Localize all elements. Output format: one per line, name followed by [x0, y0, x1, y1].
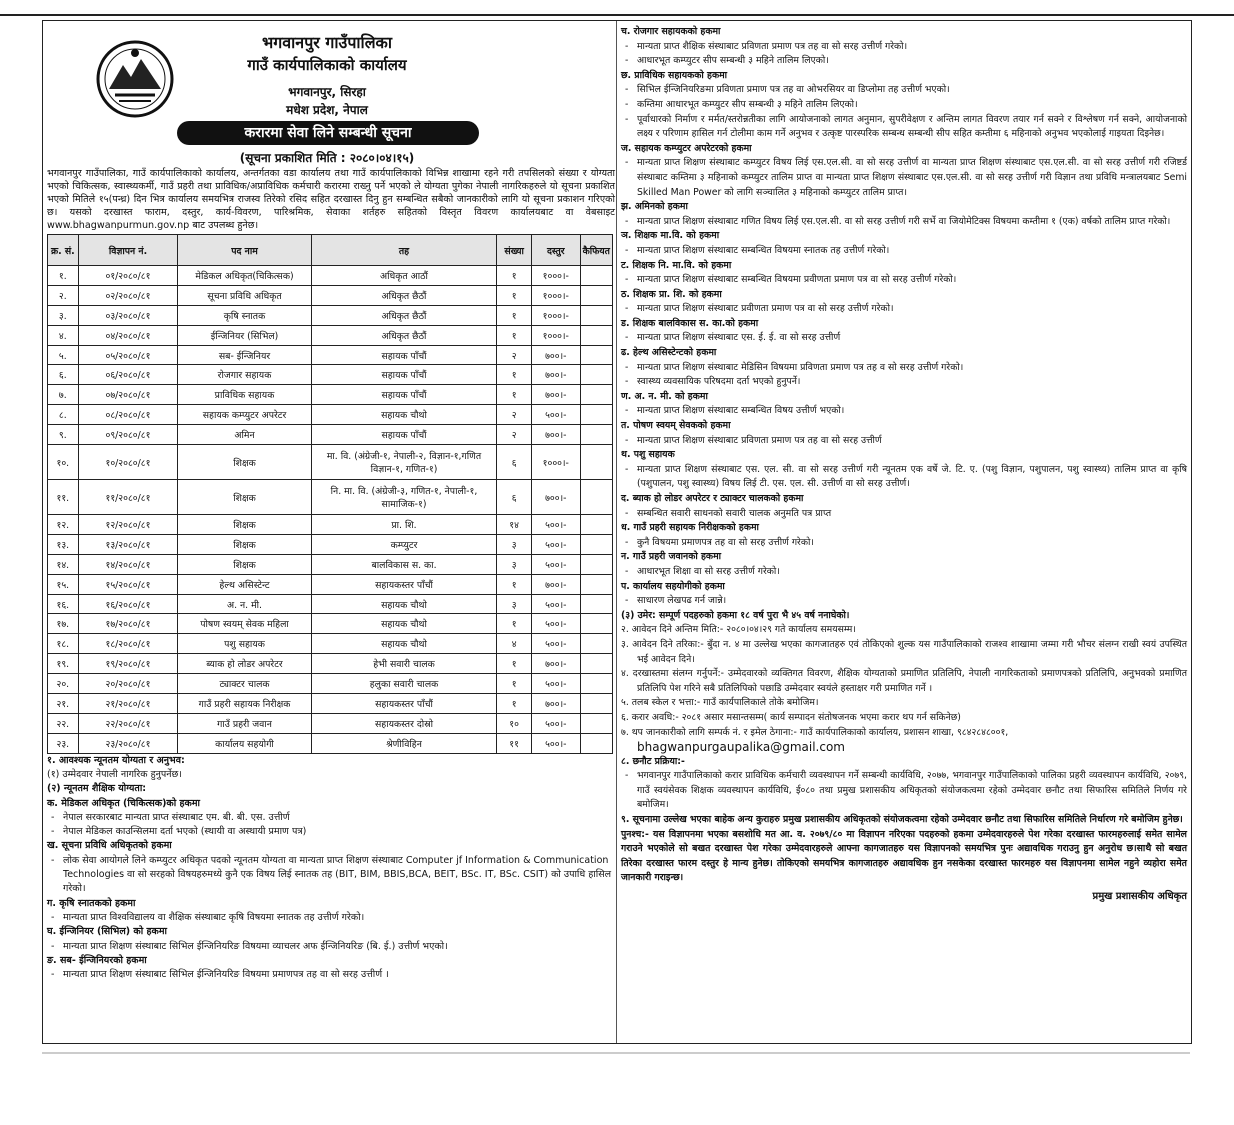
table-cell — [580, 425, 612, 445]
bullet-item: - पूर्वाधारको निर्माण र मर्मत/स्तरोन्नतीका लागि आयोजनाको लागत अनुमान, सुपरीवेक्षण र अन्तिम लागत विवरण तयार गर्न सक्ने र विश्लेषण गर्न सक्ने, आयोजनाको लक्ष्य र परिणाम हासिल गर्न टोलीमा काम गर्ने अनुभव र उत्कृष्ट पारस्परिक सम्बन्ध सम्बन्धी सीप सहित कम्तीमा ६ महिनाको अनुभव भएकोलाई गाइयता दिइनेछ। — [621, 113, 1187, 142]
table-cell — [580, 594, 612, 614]
table-cell: ०३/२०८०/८१ — [78, 305, 178, 325]
table-cell: हेभी सवारी चालक — [311, 654, 497, 674]
table-cell: २०. — [48, 674, 79, 694]
section-heading: ण. अ. न. मी. को हकमा — [621, 390, 708, 402]
table-cell: २१/२०८०/८१ — [78, 694, 178, 714]
section-heading: ड. शिक्षक बालविकास स. का.को हकमा — [621, 317, 759, 329]
contact-clause: ७. थप जानकारीको लागि सम्पर्क नं. र इमेल ठेगाना:- गाउँ कार्यपालिकाको कार्यालय, प्रशासन शाखा, ९८४२८४८००१, — [621, 726, 1009, 738]
table-row — [48, 325, 613, 345]
table-cell: १ — [497, 614, 532, 634]
table-row — [48, 285, 613, 305]
bullet-item: - मान्यता प्राप्त शिक्षण संस्थाबाट मेडिसिन विषयमा प्रविणता प्रमाण पत्र तह व सो सरह उत्तीर्ण गरेको। — [621, 361, 1187, 376]
table-row — [48, 405, 613, 425]
table-cell: १८. — [48, 634, 79, 654]
notice-title: करारमा सेवा लिने सम्बन्धी सूचना — [177, 121, 479, 145]
table-cell: ६. — [48, 365, 79, 385]
table-cell: ०७/२०८०/८१ — [78, 385, 178, 405]
table-cell: २२/२०८०/८१ — [78, 713, 178, 733]
table-cell: ७००।- — [532, 365, 581, 385]
table-cell: २३. — [48, 733, 79, 753]
table-cell: १०/२०८०/८१ — [78, 445, 178, 480]
table-cell — [580, 574, 612, 594]
section-heading: ङ. सब- ईन्जिनियरको हकमा — [47, 954, 147, 966]
table-cell: सहायक कम्प्युटर अपरेटर — [178, 405, 311, 425]
table-cell: हलुका सवारी चालक — [311, 674, 497, 694]
bullet-item: - सम्बन्धित सवारी साधनको सवारी चालक अनुमति पत्र प्राप्त — [621, 507, 1187, 522]
table-cell: ०५/२०८०/८१ — [78, 345, 178, 365]
table-cell: अधिकृत छैठौं — [311, 285, 497, 305]
bullet-item: - मान्यता प्राप्त शिक्षण संस्थाबाट कम्प्युटर विषय लिई एस.एल.सी. वा सो सरह उत्तीर्ण वा मान्यता प्राप्त शिक्षण संस्थाबाट एस.एल.सी. वा सो सरह उत्तीर्ण गरी रजिष्टर्ड संस्थाबाट कम्तिमा ३ महिनाको कम्प्युटर तालिम प्राप्त वा मान्यता प्राप्त शिक्षण संस्थाबाट एस.एल.सी. वा सो सरह उत्तीर्ण गरी विज्ञान तथा प्रविधि मन्त्रालयबाट Semi Skilled Man Power को लागि सञ्चालित ३ महिनाको कम्प्युटर तालिम प्राप्त। — [621, 156, 1187, 200]
table-cell: सहायक पाँचौं — [311, 385, 497, 405]
table-row — [48, 594, 613, 614]
table-cell: ५००।- — [532, 554, 581, 574]
table-cell: ३ — [497, 534, 532, 554]
contract-clause: ६. करार अवधि:- २०८१ असार मसान्तसम्म( कार्य सम्पादन संतोषजनक भएमा करार थप गर्न सकिनेछ) — [621, 711, 961, 723]
table-cell: १६/२०८०/८१ — [78, 594, 178, 614]
table-cell: १३/२०८०/८१ — [78, 534, 178, 554]
left-requirements — [47, 754, 615, 983]
bullet-item: - कुनै विषयमा प्रमाणपत्र तह वा सो सरह उत्तीर्ण गरेको। — [621, 536, 1187, 551]
table-cell: शिक्षक — [178, 554, 311, 574]
table-cell: अधिकृत आठौं — [311, 266, 497, 286]
table-cell: शिक्षक — [178, 480, 311, 515]
table-cell: अ. न. मी. — [178, 594, 311, 614]
table-cell: ७००।- — [532, 654, 581, 674]
table-cell: २ — [497, 345, 532, 365]
table-cell: प्राविधिक सहायक — [178, 385, 311, 405]
bullet-item: - मान्यता प्राप्त शिक्षण संस्थाबाट सम्बन्धित विषयमा प्रवीणता प्रमाण पत्र वा सो सरह उत्तीर्ण गरेको। — [621, 273, 1187, 288]
table-cell: २. — [48, 285, 79, 305]
col-header: दस्तुर — [532, 235, 581, 266]
place-name: भगवानपुर, सिरहा — [288, 85, 366, 99]
table-row — [48, 305, 613, 325]
right-column — [621, 25, 1187, 905]
table-cell: कृषि स्नातक — [178, 305, 311, 325]
table-cell — [580, 713, 612, 733]
bullet-item: - नेपाल मेडिकल काउन्सिलमा दर्ता भएको (स्थायी वा अस्थायी प्रमाण पत्र) — [47, 825, 615, 839]
section-heading: ज. सहायक कम्प्युटर अपरेटरको हकमा — [621, 142, 752, 154]
table-cell: ७००।- — [532, 480, 581, 515]
table-cell: १४. — [48, 554, 79, 574]
top-clipped-strip — [0, 0, 1234, 16]
table-cell: हेल्थ असिस्टेन्ट — [178, 574, 311, 594]
table-cell: शिक्षक — [178, 515, 311, 535]
province-name: मधेश प्रदेश, नेपाल — [286, 103, 368, 117]
table-cell: ३ — [497, 554, 532, 574]
table-cell: अमिन — [178, 425, 311, 445]
requirement-line: (१) उम्मेदवार नेपाली नागरिक हुनुपर्नेछ। — [47, 769, 182, 780]
table-cell: सहायक चौथो — [311, 634, 497, 654]
table-cell — [580, 445, 612, 480]
bullet-item: - मान्यता प्राप्त शिक्षण संस्थाबाट गणित विषय लिई एस.एल.सी. वा सो सरह उत्तीर्ण गरी सर्भे वा जियोमेटिक्स विषयमा कम्तीमा १ (एक) वर्षको तालिम प्राप्त गरेको। — [621, 215, 1187, 230]
table-cell: सब- ईन्जिनियर — [178, 345, 311, 365]
table-cell: ६ — [497, 445, 532, 480]
section-heading: झ. अमिनको हकमा — [621, 201, 688, 213]
table-cell: श्रेणीविहिन — [311, 733, 497, 753]
table-row — [48, 733, 613, 753]
table-cell: १ — [497, 694, 532, 714]
table-cell — [580, 694, 612, 714]
bullet-item: - मान्यता प्राप्त शैक्षिक संस्थाबाट प्रविणता प्रमाण पत्र तह वा सो सरह उत्तीर्ण गरेको। — [621, 40, 1187, 55]
section-heading: द. ब्याक हो लोडर अपरेटर र ट्याक्टर चालकको हकमा — [621, 493, 804, 504]
bullet-item: - कम्तिमा आधारभूत कम्प्युटर सीप सम्बन्धी ३ महिने तालिम लिएको। — [621, 98, 1187, 113]
bullet-item: - आधारभूत कम्प्युटर सीप सम्बन्धी ३ महिने तालिम लिएको। — [621, 54, 1187, 69]
table-cell: ७००।- — [532, 385, 581, 405]
table-row — [48, 345, 613, 365]
table-cell: १२/२०८०/८१ — [78, 515, 178, 535]
table-cell — [580, 266, 612, 286]
col-header: पद नाम — [178, 235, 311, 266]
table-cell: ५००।- — [532, 674, 581, 694]
vacancy-table — [47, 234, 613, 754]
table-cell: २०/२०८०/८१ — [78, 674, 178, 694]
org-name: भगवानपुर गाउँपालिका — [262, 33, 392, 52]
table-cell: १९. — [48, 654, 79, 674]
table-row — [48, 266, 613, 286]
table-cell: ५००।- — [532, 594, 581, 614]
section-heading: छ. प्राविधिक सहायकको हकमा — [621, 69, 728, 81]
table-cell: ५. — [48, 345, 79, 365]
table-cell: सहायकस्तर पाँचौं — [311, 694, 497, 714]
table-cell: ३. — [48, 305, 79, 325]
table-cell: १ — [497, 305, 532, 325]
section-heading: (२) न्यूनतम शैक्षिक योग्यता: — [47, 783, 147, 795]
table-cell: मेडिकल अधिकृत(चिकित्सक) — [178, 266, 311, 286]
table-cell: ८. — [48, 405, 79, 425]
bullet-item: - भगवानपुर गाउँपालिकाको करार प्राविधिक कर्मचारी व्यवस्थापन गर्ने सम्बन्धी कार्यविधि, २०७७, भगवानपुर गाउँपालिकाको पालिका प्रहरी व्यवस्थापन कार्यविधि, २०७९, गाउँ स्वयंसेवक शिक्षक व्यवस्थापन कार्यविधि, ई०८० तथा प्रमुख प्रशासकीय अधिकृतको संयोजकत्वमा रहेको उम्मेदवार छनौट तथा सिफारिस समितिले निर्णय गरे बमोजिम। — [621, 769, 1187, 813]
col-header: क्र. सं. — [48, 235, 79, 266]
table-cell: ५००।- — [532, 634, 581, 654]
intro-paragraph: भगवानपुर गाउँपालिका, गाउँ कार्यपालिकाको कार्यालय, अन्तर्गतका वडा कार्यालय तथा गाउँ कार्यपालिकाको विभिन्न शाखामा रहने गरी तपसिलको संख्या र योग्यता भएको चिकित्सक, स्वास्थ्यकर्मी, गाउँ प्रहरी तथा प्राविधिक/अप्राविधिक कर्मचारी करारमा राख्नु पर्ने भएको ले योग्यता पुगेका नेपाली नागरिकहरुले यो सूचना प्रकाशित भएको मितिले १५(पन्ध्र) दिन भित्र कार्यालय समयभित्र राजस्व तिरेको रसिद सहित दरखास्त दिनु हुन सम्बन्धित सबैको जानकारीको लागि यो सूचना प्रकाशन गरिएको छ। यसको दरखास्त फाराम, दस्तुर, कार्य-विवरण, पारिश्रमिक, सेवाका शर्तहरु सहितको विस्तृत विवरण कार्यालयबाट वा वेबसाइट www.bhagwanpurmun.gov.np बाट उपलब्ध हुनेछ। — [47, 168, 615, 231]
table-cell: १ — [497, 674, 532, 694]
table-cell: ५००।- — [532, 733, 581, 753]
bullet-item: - साधारण लेखपढ गर्न जान्ने। — [621, 594, 1187, 609]
table-cell: नि. मा. वि. (अंग्रेजी-३, गणित-१, नेपाली-१, सामाजिक-१) — [311, 480, 497, 515]
table-cell: शिक्षक — [178, 534, 311, 554]
section-heading: ध. गाउँ प्रहरी सहायक निरीक्षकको हकमा — [621, 522, 759, 534]
table-cell: १ — [497, 285, 532, 305]
table-cell: ३ — [497, 594, 532, 614]
left-column — [47, 25, 615, 982]
section-heading: च. रोजगार सहायकको हकमा — [621, 26, 721, 37]
table-cell: अधिकृत छैठौं — [311, 305, 497, 325]
table-cell: १ — [497, 365, 532, 385]
table-cell: १५. — [48, 574, 79, 594]
table-cell: ५००।- — [532, 713, 581, 733]
col-header: कैफियत — [580, 235, 612, 266]
bullet-item: - मान्यता प्राप्त शिक्षण संस्थाबाट प्रवीणता प्रमाण पत्र वा सो सरह उत्तीर्ण गरेको। — [621, 302, 1187, 317]
table-cell: ५००।- — [532, 515, 581, 535]
table-cell: १५/२०८०/८१ — [78, 574, 178, 594]
table-cell: १०००।- — [532, 285, 581, 305]
table-cell — [580, 385, 612, 405]
table-cell: मा. वि. (अंग्रेजी-१, नेपाली-२, विज्ञान-१,गणित विज्ञान-१, गणित-१) — [311, 445, 497, 480]
other-clause: ९. सूचनामा उल्लेख भएका बाहेक अन्य कुराहरु प्रमुख प्रशासकीय अधिकृतको संयोजकत्वमा रहेको उम्मेदवार छनौट तथा सिफारिस समितिले निर्धारण गरे बमोजिम हुनेछ। — [621, 814, 1183, 826]
table-cell: १४/२०८०/८१ — [78, 554, 178, 574]
bullet-item: - मान्यता प्राप्त शिक्षण संस्थाबाट एस. ई. ई. वा सो सरह उत्तीर्ण — [621, 331, 1187, 346]
bullet-item: - मान्यता प्राप्त शिक्षण संस्थाबाट सिभिल ईन्जिनियरिङ विषयमा व्याचलर अफ ईन्जिनियरिङ (बि. ई.) उत्तीर्ण भएको। — [47, 940, 615, 954]
table-cell: १८/२०८०/८१ — [78, 634, 178, 654]
table-row — [48, 614, 613, 634]
table-cell: ७००।- — [532, 694, 581, 714]
section-heading: ख. सूचना प्रविधि अधिकृतको हकमा — [47, 840, 172, 852]
table-cell: १. — [48, 266, 79, 286]
section-heading: घ. ईन्जिनियर (सिभिल) को हकमा — [47, 926, 167, 938]
table-cell: १ — [497, 325, 532, 345]
table-cell: ५००।- — [532, 534, 581, 554]
table-cell — [580, 614, 612, 634]
table-cell: पशु सहायक — [178, 634, 311, 654]
table-cell: बालविकास स. का. — [311, 554, 497, 574]
table-cell: सूचना प्रविधि अधिकृत — [178, 285, 311, 305]
table-cell: रोजगार सहायक — [178, 365, 311, 385]
table-cell: १४ — [497, 515, 532, 535]
table-cell: २३/२०८०/८१ — [78, 733, 178, 753]
table-cell: गाउँ प्रहरी सहायक निरीक्षक — [178, 694, 311, 714]
office-name: गाउँ कार्यपालिकाको कार्यालय — [247, 56, 407, 74]
method-clause: ३. आवेदन दिने तरिका:- बुँदा न. ४ मा उल्लेख भएका कागजातहरु एवं तोकिएको शुल्क यस गाउँपालिकाको राजश्व शाखामा जम्मा गरी भौचर संलग्न राखी स्वयं उपस्थित भई आवेदन दिने। — [621, 638, 1187, 665]
table-cell — [580, 405, 612, 425]
table-cell — [580, 365, 612, 385]
table-cell: गाउँ प्रहरी जवान — [178, 713, 311, 733]
table-cell: ०८/२०८०/८१ — [78, 405, 178, 425]
bullet-item: - नेपाल सरकारबाट मान्यता प्राप्त संस्थाबाट एम. बी. बी. एस. उत्तीर्ण — [47, 811, 615, 825]
table-cell — [580, 654, 612, 674]
bullet-item: - स्वास्थ्य व्यवसायिक परिषदमा दर्ता भएको हुनुपर्ने। — [621, 375, 1187, 390]
documents-clause: ४. दरखास्तमा संलग्न गर्नुपर्ने:- उम्मेदवारको व्यक्तिगत विवरण, शैक्षिक योग्यताको प्रमाणित प्रतिलिपि, नेपाली नागरिकताको प्रमाणपत्रको प्रतिलिपि, अनुभवको प्रमाणित प्रतिलिपि पेश गरिने सबै प्रतिलिपिको पछाडि उम्मेदवार स्वयंले हस्ताक्षर गरी प्रमाणित गर्ने । — [621, 668, 1187, 694]
table-cell: ०६/२०८०/८१ — [78, 365, 178, 385]
table-row — [48, 480, 613, 515]
bullet-item: - मान्यता प्राप्त शिक्षण संस्थाबाट सिभिल ईन्जिनियरिङ विषयमा प्रमाणपत्र तह वा सो सरह उत्तीर्ण । — [47, 968, 615, 982]
postscript: पुनश्च:- यस विज्ञापनमा भएका बसशोधि मत आ. व. २०७९/८० मा विज्ञापन नरिएका पदहरुको हकमा उम्मेदवारहरुले पेश गरेका दरखास्त फारमहरुलाई समेत सामेल गराउने भएकोले सो बखत दरखास्त पेश गरेका उम्मेदवारहरुले आफ्ना कागजातहरु यस विज्ञापनको समयभित्र पुनः अद्यावधिक गराउनु हुन अनुरोध छ।साथै सो बखत तिरेका दरखास्त फारम दस्तुर हे मान्य हुनेछ। तोकिएको समयभित्र कागजातहरु अद्यावधिक हुन नसकेका दरखास्त फारमहरु यस विज्ञापनमा सामेल नहुने व्यहोरा समेत जानकारी गराइन्छ। — [621, 828, 1187, 884]
section-heading: ञ. शिक्षक मा.वि. को हकमा — [621, 230, 720, 242]
table-row — [48, 654, 613, 674]
table-cell: सहायकस्तर दोस्रो — [311, 713, 497, 733]
table-cell: १७. — [48, 614, 79, 634]
table-cell — [580, 285, 612, 305]
table-cell: १ — [497, 385, 532, 405]
table-cell: ०४/२०८०/८१ — [78, 325, 178, 345]
col-header: संख्या — [497, 235, 532, 266]
bullet-item: - सिभिल ईन्जिनियरिङमा प्रविणता प्रमाण पत्र तह वा ओभरसियर वा डिप्लोमा तह उत्तीर्ण भएको। — [621, 83, 1187, 98]
bullet-item: - मान्यता प्राप्त शिक्षण संस्थाबाट सम्बन्धित विषयमा स्नातक तह उत्तीर्ण गरेको। — [621, 244, 1187, 259]
table-cell: ४ — [497, 634, 532, 654]
table-cell: प्रा. शि. — [311, 515, 497, 535]
table-cell: सहायक पाँचौं — [311, 425, 497, 445]
table-cell: ४. — [48, 325, 79, 345]
table-cell: सहायक चौथो — [311, 614, 497, 634]
salary-clause: ५. तलब स्केल र भत्ता:- गाउँ कार्यपालिकाले तोके बमोजिम। — [621, 697, 819, 709]
table-cell — [580, 674, 612, 694]
bullet-item: - आधारभूत शिक्षा वा सो सरह उत्तीर्ण गरेको। — [621, 565, 1187, 580]
table-cell — [580, 634, 612, 654]
table-cell: सहायक पाँचौं — [311, 345, 497, 365]
table-cell: १०. — [48, 445, 79, 480]
col-header: तह — [311, 235, 497, 266]
table-cell: सहायकस्तर पाँचौं — [311, 574, 497, 594]
table-row — [48, 554, 613, 574]
table-row — [48, 574, 613, 594]
table-cell: ट्याक्टर चालक — [178, 674, 311, 694]
table-cell: ११. — [48, 480, 79, 515]
table-cell: २ — [497, 405, 532, 425]
table-row — [48, 694, 613, 714]
table-cell — [580, 733, 612, 753]
table-cell: ०२/२०८०/८१ — [78, 285, 178, 305]
table-cell: १९/२०८०/८१ — [78, 654, 178, 674]
section-heading: क. मेडिकल अधिकृत (चिकित्सक)को हकमा — [47, 797, 200, 809]
section-heading: प. कार्यालय सहयोगीको हकमा — [621, 580, 725, 592]
table-cell: १० — [497, 713, 532, 733]
table-cell: ११ — [497, 733, 532, 753]
table-cell: १३. — [48, 534, 79, 554]
deadline-clause: २. आवेदन दिने अन्तिम मिति:- २०८०।०४।२९ गते कार्यालय समयसम्म। — [621, 624, 856, 636]
section-heading: ढ. हेल्थ असिस्टेन्टको हकमा — [621, 347, 717, 359]
notice-header — [47, 25, 615, 165]
table-cell: ५००।- — [532, 614, 581, 634]
section-heading: थ. पशु सहायक — [621, 449, 675, 461]
table-cell: २२. — [48, 713, 79, 733]
table-row — [48, 634, 613, 654]
table-row — [48, 385, 613, 405]
table-cell: ५००।- — [532, 405, 581, 425]
table-row — [48, 425, 613, 445]
table-cell: २ — [497, 425, 532, 445]
table-row — [48, 534, 613, 554]
section-heading: १. आवश्यक न्यूनतम योग्यता र अनुभव: — [47, 754, 185, 766]
bottom-rule — [42, 1052, 1190, 1054]
table-cell: १ — [497, 654, 532, 674]
table-cell: ७००।- — [532, 345, 581, 365]
table-cell: सहायक चौथो — [311, 594, 497, 614]
bullet-item: - लोक सेवा आयोगले लिने कम्प्युटर अधिकृत पदको न्यूनतम योग्यता वा मान्यता प्राप्त शिक्षण संस्थाबाट Computer jf Information & Communication Technologies वा सो सरहको विषयहरुमध्ये कुनै एक विषय लिई स्नातक तह (BIT, BIM, BBIS,BCA, BEIT, BSc. IT, BSc. CSIT) को उपाधि हासिल गरेको। — [47, 854, 615, 897]
notice-page — [42, 20, 1192, 1044]
publish-date: (सूचना प्रकाशित मिति : २०८०।०४।१५) — [239, 151, 415, 165]
bullet-item: - मान्यता प्राप्त शिक्षण संस्थाबाट सम्बन्धित विषय उत्तीर्ण भएको। — [621, 404, 1187, 419]
table-cell — [580, 345, 612, 365]
age-clause: (३) उमेर: सम्पूर्ण पदहरुको हकमा १८ वर्ष पुरा भै ४५ वर्ष ननाघेको। — [621, 609, 850, 621]
table-cell: अधिकृत छैठौं — [311, 325, 497, 345]
table-cell: ९. — [48, 425, 79, 445]
table-cell: ०१/२०८०/८१ — [78, 266, 178, 286]
table-cell: १ — [497, 266, 532, 286]
table-cell: १०००।- — [532, 305, 581, 325]
bullet-item: - मान्यता प्राप्त विश्वविद्यालय वा शैक्षिक संस्थाबाट कृषि विषयमा स्नातक तह उत्तीर्ण गरेको। — [47, 911, 615, 925]
table-cell: ६ — [497, 480, 532, 515]
table-cell: १०००।- — [532, 445, 581, 480]
section-heading: त. पोषण स्वयम् सेवकको हकमा — [621, 420, 731, 432]
table-cell: ७००।- — [532, 574, 581, 594]
table-row — [48, 713, 613, 733]
table-cell — [580, 480, 612, 515]
table-cell: सहायक चौथो — [311, 405, 497, 425]
section-heading: ठ. शिक्षक प्रा. शि. को हकमा — [621, 288, 722, 300]
table-row — [48, 445, 613, 480]
table-header-row — [48, 235, 613, 266]
section-heading: ग. कृषि स्नातकको हकमा — [47, 897, 136, 909]
table-cell — [580, 305, 612, 325]
col-header: विज्ञापन नं. — [78, 235, 178, 266]
table-cell: २१. — [48, 694, 79, 714]
table-cell: ईन्जिनियर (सिभिल) — [178, 325, 311, 345]
section-heading: ट. शिक्षक नि. मा.वि. को हकमा — [621, 259, 732, 271]
table-row — [48, 515, 613, 535]
table-cell: १६. — [48, 594, 79, 614]
table-cell: पोषण स्वयम् सेवक महिला — [178, 614, 311, 634]
table-cell — [580, 325, 612, 345]
table-cell: कार्यालय सहयोगी — [178, 733, 311, 753]
table-cell: १०००।- — [532, 266, 581, 286]
table-cell: शिक्षक — [178, 445, 311, 480]
signature: प्रमुख प्रशासकीय अधिकृत — [1092, 891, 1187, 903]
table-cell: १०००।- — [532, 325, 581, 345]
table-row — [48, 365, 613, 385]
table-cell: ७. — [48, 385, 79, 405]
table-cell: ११/२०८०/८१ — [78, 480, 178, 515]
section-heading: न. गाउँ प्रहरी जवानको हकमा — [621, 551, 722, 563]
table-cell — [580, 554, 612, 574]
table-cell: कम्प्युटर — [311, 534, 497, 554]
bullet-item: - मान्यता प्राप्त शिक्षण संस्थाबाट एस. एल. सी. वा सो सरह उत्तीर्ण गरी न्यूनतम एक वर्षे जे. टि. ए. (पशु विज्ञान, पशुपालन, पशु स्वास्थ्य) तालिम प्राप्त वा कृषि (पशुपालन, पशु स्वास्थ्य) विषय लिई टी. एस. एल. सी. उत्तीर्ण वा सो सरह उत्तीर्ण। — [621, 463, 1187, 492]
table-cell — [580, 534, 612, 554]
contact-email[interactable]: bhagwanpurgaupalika@gmail.com — [637, 740, 845, 755]
table-cell — [580, 515, 612, 535]
table-cell: १ — [497, 574, 532, 594]
column-divider — [616, 21, 617, 1043]
table-cell: ०९/२०८०/८१ — [78, 425, 178, 445]
table-cell: १२. — [48, 515, 79, 535]
table-cell: सहायक पाँचौं — [311, 365, 497, 385]
bullet-item: - मान्यता प्राप्त शिक्षण संस्थाबाट प्रविणता प्रमाण पत्र तह वा सो सरह उत्तीर्ण — [621, 434, 1187, 449]
table-cell: ७००।- — [532, 425, 581, 445]
selection-heading: ८. छनौट प्रक्रिया:- — [621, 755, 685, 767]
table-row — [48, 674, 613, 694]
table-cell: ब्याक हो लोडर अपरेटर — [178, 654, 311, 674]
table-cell: १७/२०८०/८१ — [78, 614, 178, 634]
